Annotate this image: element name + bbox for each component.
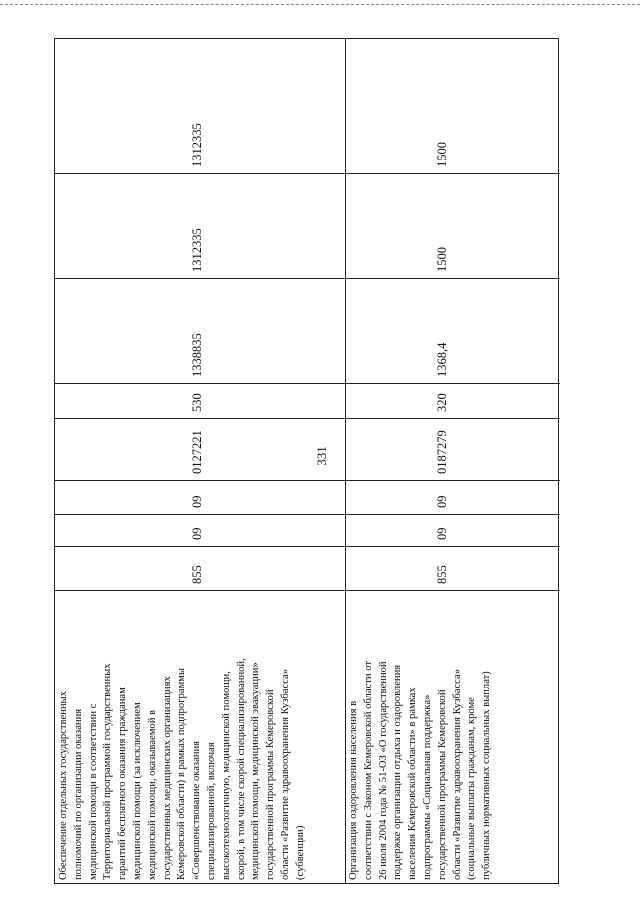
amount-cell-3 — [345, 37, 560, 173]
subsection-code: 09 — [190, 495, 204, 508]
description-line: специализированной, включая — [205, 742, 217, 880]
subsection-cell — [345, 480, 560, 514]
section-code: 09 — [190, 527, 204, 540]
description-line: области «Развитие здравоохранения Кузбасса» — [279, 669, 291, 880]
description-line: населения Кемеровской области» в рамках — [407, 687, 419, 880]
amount-cell-1 — [345, 278, 560, 383]
table-row — [345, 39, 560, 883]
amount-cell-2 — [55, 173, 345, 278]
ministry-code: 855 — [190, 565, 204, 584]
budget-table — [54, 38, 559, 884]
section-code: 09 — [435, 527, 449, 540]
description-line: медицинской помощи, медицинской эвакуации» — [250, 662, 262, 880]
description-line: (социальные выплаты гражданам, кроме — [466, 697, 478, 880]
amount-value: 1368,4 — [435, 342, 449, 377]
table-row — [55, 39, 345, 883]
description-line: высокотехнологичную, медицинской помощи, — [220, 671, 232, 880]
description-line: гарантий бесплатного оказания гражданам — [117, 687, 129, 880]
description-line: «Совершенствование оказания — [191, 740, 203, 880]
page-top-border — [0, 4, 640, 5]
description-line: (субвенции) — [294, 825, 306, 880]
description-line: подпрограммы «Социальная поддержка» — [421, 694, 433, 880]
description-line: публичных нормативных социальных выплат) — [481, 671, 493, 880]
description-line: медицинской помощи, оказываемой в — [146, 709, 158, 880]
description-line: медицинской помощи в соответствии с — [87, 703, 99, 880]
amount-value: 1338835 — [190, 333, 204, 377]
amount-cell-1 — [55, 278, 345, 383]
description-line: 26 июля 2004 года № 51-ОЗ «О государственной — [377, 661, 389, 880]
expense-type-cell — [55, 383, 345, 418]
amount-value: 1312335 — [190, 228, 204, 272]
row-description — [55, 590, 345, 883]
amount-cell-3 — [55, 37, 345, 173]
description-line: соответствии с Законом Кемеровской области от — [362, 661, 374, 880]
section-cell — [55, 514, 345, 546]
description-line: Кемеровской области) в рамках подпрограммы — [176, 668, 188, 880]
row-description — [345, 590, 560, 883]
target-article-code: 0127221 — [190, 430, 204, 474]
description-line: Организация оздоровления населения в — [348, 700, 359, 880]
description-line: медицинской помощи (за исключением — [131, 702, 143, 880]
amount-cell-2 — [345, 173, 560, 278]
page-number: 331 — [314, 446, 329, 466]
target-article-cell — [55, 418, 345, 480]
target-article-cell — [345, 418, 560, 480]
expense-type-code: 320 — [435, 393, 449, 412]
description-line: государственной программы Кемеровской — [436, 689, 448, 880]
section-cell — [345, 514, 560, 546]
expense-type-code: 530 — [190, 393, 204, 412]
ministry-cell — [345, 546, 560, 590]
amount-value: 1500 — [435, 142, 449, 167]
description-line: скорой, в том числе скорой специализированной, — [235, 658, 247, 880]
subsection-cell — [55, 480, 345, 514]
target-article-code: 0187279 — [435, 430, 449, 474]
description-line: государственной программы Кемеровской — [265, 689, 277, 880]
description-line: поддержке организации отдыха и оздоровления — [392, 664, 404, 880]
ministry-code: 855 — [435, 565, 449, 584]
description-line: Обеспечение отдельных государственных — [58, 691, 69, 880]
subsection-code: 09 — [435, 495, 449, 508]
amount-value: 1312335 — [190, 123, 204, 167]
description-line: полномочий по организации оказания — [72, 708, 84, 880]
amount-value: 1500 — [435, 247, 449, 272]
expense-type-cell — [345, 383, 560, 418]
description-line: государственных медицинских организациях — [161, 676, 173, 880]
ministry-cell — [55, 546, 345, 590]
description-line: области «Развитие здравоохранения Кузбасса» — [451, 669, 463, 880]
description-line: Территориальной программой государственных — [102, 663, 114, 880]
